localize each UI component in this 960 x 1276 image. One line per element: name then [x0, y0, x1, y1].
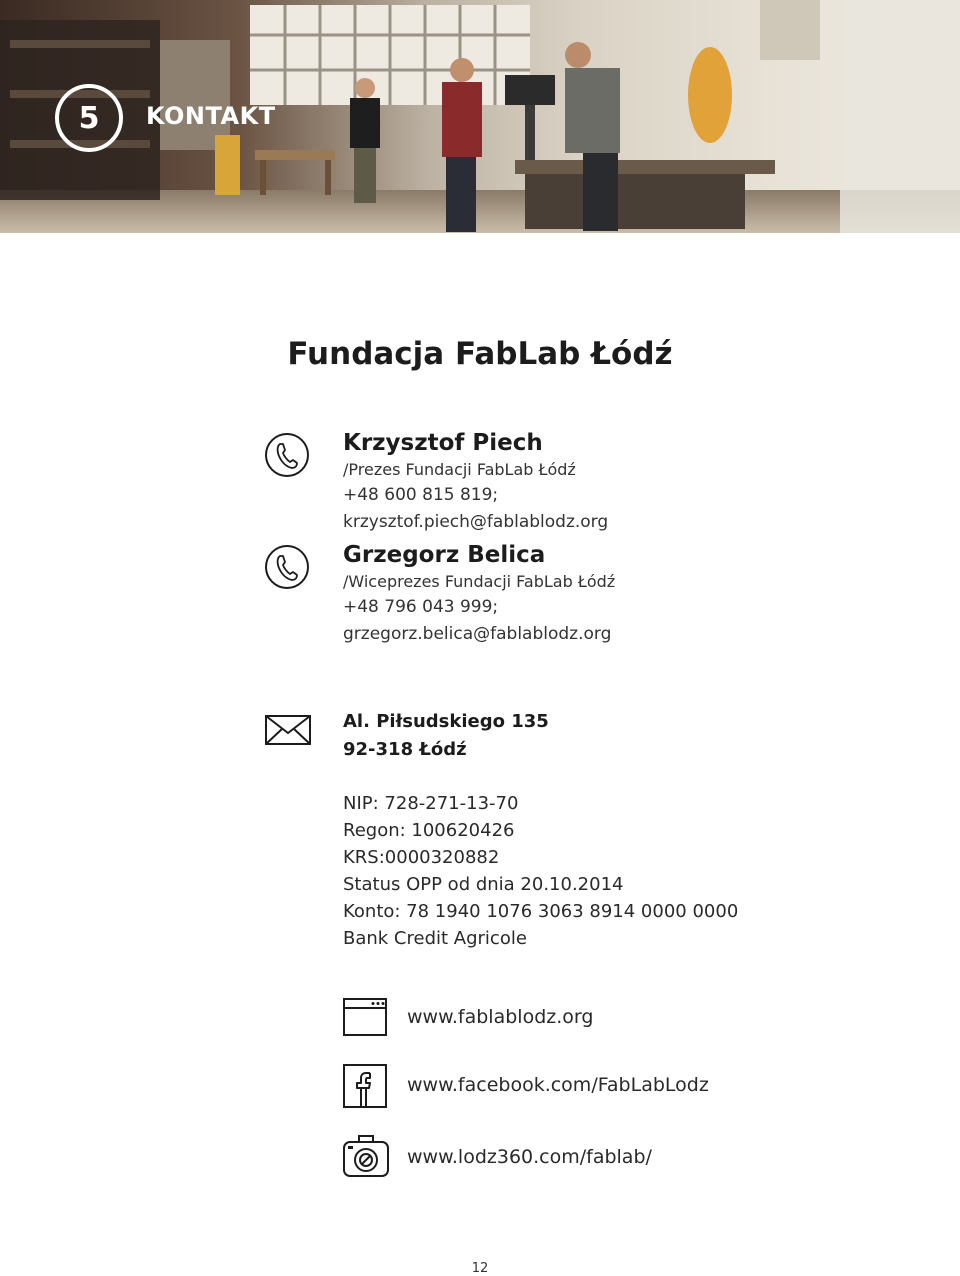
- phone-icon: [264, 544, 310, 590]
- envelope-icon: [265, 715, 311, 745]
- contact-email[interactable]: krzysztof.piech@fablablodz.org: [343, 512, 609, 532]
- facebook-link[interactable]: www.facebook.com/FabLabLodz: [407, 1074, 709, 1096]
- bank-account-line: Konto: 78 1940 1076 3063 8914 0000 0000: [343, 901, 739, 922]
- krs-line: KRS:0000320882: [343, 847, 500, 868]
- contact-role: /Wiceprezes Fundacji FabLab Łódź: [343, 572, 616, 591]
- facebook-icon: [343, 1064, 387, 1108]
- camera-icon: [343, 1134, 389, 1178]
- organization-title: Fundacja FabLab Łódź: [287, 336, 673, 372]
- contact-phone[interactable]: +48 600 815 819;: [343, 485, 499, 505]
- address-city: 92-318 Łódź: [343, 739, 467, 760]
- lodz360-link[interactable]: www.lodz360.com/fablab/: [407, 1146, 652, 1168]
- registration-block: [343, 790, 738, 952]
- page-number: 12: [471, 1261, 489, 1276]
- contact-card: [343, 428, 608, 536]
- contact-name: Grzegorz Belica: [343, 542, 546, 568]
- contact-role: /Prezes Fundacji FabLab Łódź: [343, 460, 576, 479]
- contact-card: [343, 540, 615, 648]
- workshop-photo: [0, 0, 960, 233]
- bank-name-line: Bank Credit Agricole: [343, 928, 527, 949]
- phone-icon: [264, 432, 310, 478]
- section-title: KONTAKT: [146, 102, 276, 130]
- address-street: Al. Piłsudskiego 135: [343, 711, 549, 732]
- browser-window-icon: [343, 998, 387, 1036]
- contact-email[interactable]: grzegorz.belica@fablablodz.org: [343, 624, 612, 644]
- opp-status-line: Status OPP od dnia 20.10.2014: [343, 874, 624, 895]
- address-block: [343, 708, 549, 764]
- regon-line: Regon: 100620426: [343, 820, 515, 841]
- nip-line: NIP: 728-271-13-70: [343, 793, 519, 814]
- section-number: 5: [78, 100, 100, 136]
- contact-name: Krzysztof Piech: [343, 430, 543, 456]
- contact-phone[interactable]: +48 796 043 999;: [343, 597, 499, 617]
- website-link[interactable]: www.fablablodz.org: [407, 1006, 594, 1028]
- header-photo: [0, 0, 960, 233]
- section-number-badge: [55, 84, 123, 152]
